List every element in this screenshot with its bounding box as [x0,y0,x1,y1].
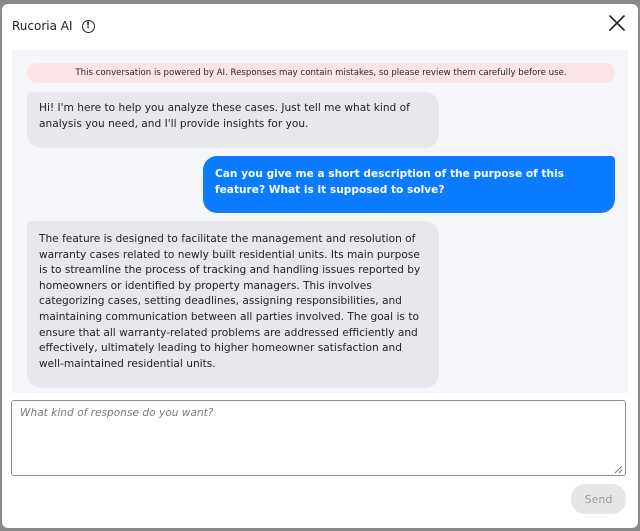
assistant-message: The feature is designed to facilitate the management and resolution of warranty cases related to newly built residential units. Its main purpose is to streamline the process of tracking and handling issues reported by homeowners or identified by property managers. This involves categorizing cases, setting deadlines, assigning responsibilities, and maintaining communication between all parties involved. The goal is to ensure that all warranty-related problems are addressed efficiently and effectively, ultimately leading to higher homeowner satisfaction and well-maintained residential units. [27,221,439,388]
close-icon[interactable] [608,14,626,32]
prompt-input[interactable] [11,400,626,476]
send-button[interactable]: Send [571,484,626,514]
ai-disclaimer-banner: This conversation is powered by AI. Responses may contain mistakes, so please review them carefully before use. [27,63,615,83]
assistant-message: Hi! I'm here to help you analyze these cases. Just tell me what kind of analysis you need, and I'll provide insights for you. [27,92,439,148]
dialog-title: Rucoria AI [12,19,73,33]
user-message: Can you give me a short description of the purpose of this feature? What is it supposed to solve? [203,156,615,213]
chat-messages-area[interactable] [12,50,628,393]
dialog-header [12,16,95,36]
ai-chat-dialog [2,4,638,528]
resize-handle-icon[interactable] [613,464,623,474]
info-circle-icon[interactable]: ! [82,20,95,33]
